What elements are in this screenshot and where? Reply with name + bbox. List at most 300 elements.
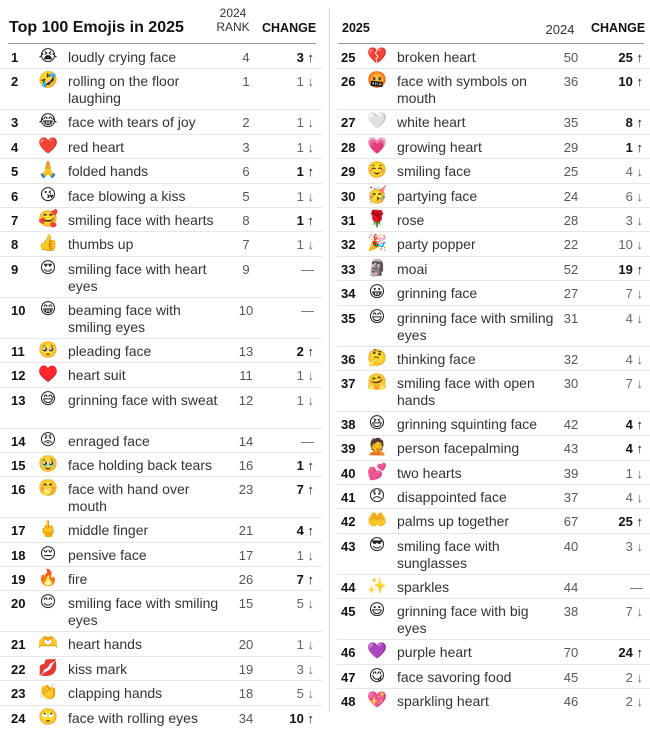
change-value <box>268 548 314 563</box>
rank-2024: 15 <box>238 596 254 612</box>
emoji-icon: 🙄 <box>38 708 58 726</box>
emoji-name: partying face <box>397 187 478 204</box>
change-value <box>597 580 643 595</box>
rank-2024: 45 <box>563 669 579 685</box>
emoji-row <box>0 110 322 134</box>
change-value <box>268 523 314 538</box>
rank-2025: 41 <box>341 490 356 506</box>
emoji-row <box>337 159 650 183</box>
emoji-icon: 💗 <box>367 137 387 155</box>
change-amount: 4 <box>296 523 304 539</box>
emoji-name: fire <box>68 571 88 588</box>
change-value <box>597 352 643 367</box>
emoji-row <box>337 110 650 134</box>
emoji-icon: 🎉 <box>367 235 387 253</box>
emoji-name: face with rolling eyes <box>68 709 198 726</box>
emoji-name: pensive face <box>68 546 147 563</box>
emoji-row <box>0 339 322 363</box>
emoji-name: face savoring food <box>397 668 512 685</box>
change-value <box>597 189 643 204</box>
emoji-icon: 😂 <box>38 113 58 131</box>
change-value <box>597 417 643 432</box>
rank-2024: 16 <box>238 457 254 473</box>
emoji-icon: 😍 <box>39 259 57 277</box>
rank-2024: 17 <box>238 547 254 563</box>
arrow-down-icon: ↓ <box>632 669 643 685</box>
change-amount: 3 <box>296 50 304 65</box>
emoji-row <box>0 232 322 256</box>
arrow-up-icon: ↑ <box>303 523 314 539</box>
rank-2024: 70 <box>563 645 579 661</box>
rank-2024: 38 <box>563 604 579 620</box>
change-header: CHANGE <box>262 21 317 35</box>
emoji-icon: 🥺 <box>38 341 58 359</box>
arrow-up-icon: ↑ <box>303 482 314 498</box>
emoji-name: grinning face with big eyes <box>397 603 529 637</box>
rank-2025: 29 <box>341 164 356 180</box>
emoji-icon: 🫶 <box>38 635 58 653</box>
change-amount: 7 <box>625 375 633 391</box>
arrow-up-icon: ↑ <box>632 50 643 65</box>
arrow-down-icon: ↓ <box>303 74 314 90</box>
rank-2025: 9 <box>11 261 19 277</box>
change-amount: 2 <box>625 694 633 710</box>
rank-2024: 32 <box>563 351 579 367</box>
rank-2025: 42 <box>341 514 356 530</box>
change-value <box>597 376 643 391</box>
rank-2025: 8 <box>11 237 19 253</box>
emoji-row <box>0 429 322 453</box>
change-value <box>268 164 314 179</box>
change-value <box>597 50 643 65</box>
rank-2025: 44 <box>341 579 356 595</box>
emoji-row <box>0 543 322 567</box>
rank-2024: 44 <box>563 579 579 595</box>
rank-2025: 23 <box>11 686 26 702</box>
emoji-row <box>0 69 322 110</box>
arrow-down-icon: ↓ <box>632 212 643 228</box>
arrow-down-icon: ↓ <box>303 237 314 253</box>
change-amount: 10 <box>618 74 633 90</box>
arrow-down-icon: ↓ <box>303 547 314 563</box>
emoji-icon: 😡 <box>39 431 57 449</box>
change-value <box>268 189 314 204</box>
emoji-name: grinning face with smiling eyes <box>397 309 554 343</box>
change-amount: 3 <box>296 661 304 677</box>
rank-2025: 6 <box>11 188 19 204</box>
emoji-name: sparkling heart <box>397 693 489 710</box>
emoji-icon: 👏 <box>38 684 58 702</box>
change-value <box>597 466 643 481</box>
rank-2024-header <box>211 6 255 34</box>
emoji-name: smiling face with smiling eyes <box>68 595 219 629</box>
rank-2025: 47 <box>341 669 356 685</box>
emoji-name: heart hands <box>68 636 142 653</box>
rank-2025: 26 <box>341 74 356 90</box>
emoji-row <box>337 208 650 232</box>
rank-2024: 27 <box>563 286 579 302</box>
emoji-name: red heart <box>68 138 125 155</box>
emoji-row <box>337 412 650 436</box>
rank-2024: 1 <box>242 74 250 90</box>
change-value <box>268 140 314 155</box>
emoji-name: pleading face <box>68 342 152 359</box>
arrow-down-icon: ↓ <box>632 310 643 326</box>
change-amount: 2 <box>625 669 633 685</box>
emoji-name: face holding back tears <box>68 456 212 473</box>
emoji-name: smiling face with heart eyes <box>68 260 207 294</box>
emoji-name: thinking face <box>397 350 476 367</box>
emoji-icon: 😊 <box>39 594 57 612</box>
arrow-down-icon: ↓ <box>632 164 643 180</box>
rank-header-year: 2024 <box>219 6 247 20</box>
emoji-name: sparkles <box>397 578 450 595</box>
rank-2024: 7 <box>242 237 250 253</box>
arrow-up-icon: ↑ <box>303 457 314 473</box>
rank-2024: 8 <box>242 212 250 228</box>
change-amount: — <box>301 302 314 318</box>
arrow-down-icon: ↓ <box>632 237 643 253</box>
arrow-up-icon: ↑ <box>632 416 643 432</box>
change-amount: 7 <box>625 604 633 620</box>
arrow-down-icon: ↓ <box>632 188 643 204</box>
change-amount: 1 <box>296 74 304 90</box>
change-amount: 3 <box>625 538 633 554</box>
emoji-row <box>337 45 650 69</box>
change-value <box>268 74 314 89</box>
emoji-row <box>337 689 650 712</box>
change-header: CHANGE <box>591 21 646 35</box>
change-amount: 7 <box>625 286 633 302</box>
rank-2025: 22 <box>11 661 26 677</box>
emoji-name: enraged face <box>68 432 150 449</box>
emoji-icon: ☺️ <box>367 162 387 180</box>
emoji-name: two hearts <box>397 464 462 481</box>
rank-2024: 9 <box>242 261 250 277</box>
emoji-icon: 😭 <box>38 48 58 65</box>
rank-2025: 46 <box>341 645 356 661</box>
emoji-icon: 🔥 <box>38 570 58 588</box>
arrow-down-icon: ↓ <box>632 375 643 391</box>
emoji-icon: 😎 <box>368 536 386 554</box>
change-value <box>597 237 643 252</box>
change-amount: 1 <box>296 237 304 253</box>
emoji-name: purple heart <box>397 644 472 661</box>
emoji-name: broken heart <box>397 49 476 65</box>
rank-2025: 1 <box>11 50 19 65</box>
change-value <box>268 711 314 726</box>
change-value <box>597 694 643 709</box>
emoji-row <box>0 208 322 232</box>
change-amount: 1 <box>296 115 304 131</box>
rank-2024: 46 <box>563 694 579 710</box>
rank-2025: 48 <box>341 694 356 710</box>
change-value <box>597 490 643 505</box>
rank-2024: 39 <box>563 465 579 481</box>
emoji-row <box>0 632 322 656</box>
emoji-row <box>0 135 322 159</box>
emoji-row <box>337 665 650 689</box>
arrow-down-icon: ↓ <box>303 368 314 384</box>
emoji-row <box>337 371 650 412</box>
rank-2025: 39 <box>341 441 356 457</box>
rank-2024: 28 <box>563 212 579 228</box>
rank-2024: 12 <box>238 392 254 408</box>
rank-2024: 31 <box>563 310 579 326</box>
rank-2024: 11 <box>239 368 253 384</box>
change-amount: 25 <box>618 50 633 65</box>
emoji-icon: 😀 <box>368 284 386 302</box>
change-amount: 1 <box>296 547 304 563</box>
change-amount: 1 <box>625 139 633 155</box>
rank-2024: 10 <box>238 302 254 318</box>
emoji-row <box>337 599 650 640</box>
emoji-name: clapping hands <box>68 685 163 702</box>
change-amount: 24 <box>618 645 633 661</box>
rank-2024: 52 <box>563 261 579 277</box>
emoji-row <box>0 184 322 208</box>
emoji-icon: 😄 <box>368 308 386 326</box>
emoji-icon: 😅 <box>39 390 57 408</box>
emoji-name: middle finger <box>68 522 149 539</box>
change-amount: 1 <box>296 392 304 408</box>
emoji-row <box>0 681 322 705</box>
emoji-icon: 😘 <box>39 186 57 204</box>
arrow-up-icon: ↑ <box>303 343 314 359</box>
change-amount: 1 <box>296 368 304 384</box>
emoji-row <box>0 657 322 681</box>
rank-2025: 4 <box>11 139 19 155</box>
rank-2024: 6 <box>242 164 250 180</box>
emoji-row <box>337 485 650 509</box>
emoji-icon: 🗿 <box>367 259 387 277</box>
emoji-icon: 💕 <box>367 463 387 481</box>
rank-2025: 3 <box>11 115 19 131</box>
emoji-name: face with symbols on mouth <box>397 73 527 107</box>
change-value <box>597 262 643 277</box>
change-amount: 4 <box>625 416 633 432</box>
rank-2024: 19 <box>238 661 254 677</box>
emoji-name: heart suit <box>68 367 126 384</box>
rank-2024: 25 <box>563 164 579 180</box>
rank-2025: 2 <box>11 74 19 90</box>
arrow-down-icon: ↓ <box>632 465 643 481</box>
emoji-icon: 🤦 <box>367 439 387 457</box>
emoji-name: loudly crying face <box>68 49 177 65</box>
arrow-down-icon: ↓ <box>303 188 314 204</box>
emoji-icon: 🙏 <box>38 162 58 180</box>
emoji-row <box>0 591 322 632</box>
rank-2024: 20 <box>238 637 254 653</box>
rank-2024: 35 <box>563 115 579 131</box>
change-value <box>268 213 314 228</box>
change-amount: 4 <box>625 441 633 457</box>
change-value <box>597 115 643 130</box>
rank-2024: 26 <box>238 572 254 588</box>
emoji-row <box>0 518 322 542</box>
change-amount: 4 <box>625 490 633 506</box>
rank-header-label: RANK <box>216 20 250 34</box>
emoji-row <box>337 306 650 347</box>
change-value <box>597 539 643 554</box>
change-amount: 25 <box>618 514 633 530</box>
arrow-down-icon: ↓ <box>632 490 643 506</box>
emoji-row <box>337 461 650 485</box>
arrow-up-icon: ↑ <box>632 645 643 661</box>
emoji-name: face with hand over mouth <box>68 481 190 515</box>
emoji-icon: 🤭 <box>38 480 58 498</box>
rank-2025: 40 <box>341 465 356 481</box>
rank-2025: 12 <box>11 368 26 384</box>
rank-2024: 18 <box>238 686 254 702</box>
change-amount: 3 <box>625 212 633 228</box>
emoji-row <box>337 232 650 256</box>
arrow-down-icon: ↓ <box>303 661 314 677</box>
change-amount: 10 <box>289 710 304 726</box>
change-value <box>268 458 314 473</box>
emoji-name: rose <box>397 211 425 228</box>
change-amount: 2 <box>296 343 304 359</box>
change-value <box>268 303 314 318</box>
emoji-icon: 😃 <box>368 602 386 620</box>
rank-2024: 36 <box>563 74 579 90</box>
emoji-icon: 🖕 <box>38 521 58 539</box>
change-amount: 7 <box>296 482 304 498</box>
arrow-down-icon: ↓ <box>632 286 643 302</box>
emoji-name: growing heart <box>397 138 482 155</box>
change-value <box>597 286 643 301</box>
emoji-name: grinning squinting face <box>397 415 538 432</box>
change-value <box>268 482 314 497</box>
emoji-icon: 😆 <box>368 414 386 432</box>
change-value <box>597 311 643 326</box>
emoji-icon: 🤬 <box>367 72 387 90</box>
change-amount: 1 <box>296 637 304 653</box>
emoji-row <box>337 347 650 371</box>
emoji-icon: 🤗 <box>367 373 387 391</box>
page-title: Top 100 Emojis in 2025 <box>9 19 184 36</box>
rank-2025: 32 <box>341 237 356 253</box>
rank-2024: 2 <box>242 115 250 131</box>
rank-2024: 13 <box>238 343 254 359</box>
rank-2025: 16 <box>11 482 26 498</box>
emoji-name: thumbs up <box>68 236 134 253</box>
arrow-up-icon: ↑ <box>303 572 314 588</box>
emoji-name: person facepalming <box>397 440 520 457</box>
emoji-icon: 😞 <box>368 488 386 506</box>
arrow-down-icon: ↓ <box>303 115 314 131</box>
change-amount: 5 <box>296 686 304 702</box>
emoji-icon: 🌹 <box>367 210 387 228</box>
change-value <box>597 140 643 155</box>
emoji-name: face blowing a kiss <box>68 187 186 204</box>
rank-2025: 45 <box>341 604 356 620</box>
rank-2025: 33 <box>341 261 356 277</box>
change-amount: 7 <box>296 572 304 588</box>
rank-2025: 13 <box>11 392 26 408</box>
rank-2025: 43 <box>341 538 356 554</box>
rank-2025: 19 <box>11 572 26 588</box>
change-amount: 1 <box>625 465 633 481</box>
emoji-icon: 🤔 <box>367 349 387 367</box>
rank-2025: 7 <box>11 212 19 228</box>
rank-2025: 17 <box>11 523 26 539</box>
arrow-up-icon: ↑ <box>303 50 314 65</box>
emoji-name: grinning face <box>397 285 478 302</box>
rank-2025: 24 <box>11 710 26 726</box>
emoji-icon: ❤️ <box>38 137 58 155</box>
change-amount: 1 <box>296 139 304 155</box>
year-2025-header: 2025 <box>342 21 370 35</box>
change-value <box>268 596 314 611</box>
emoji-row <box>337 436 650 460</box>
emoji-icon: 🥰 <box>38 210 58 228</box>
emoji-name: folded hands <box>68 163 149 180</box>
emoji-row <box>0 45 322 69</box>
arrow-up-icon: ↑ <box>632 441 643 457</box>
rank-2025: 34 <box>341 286 356 302</box>
rank-2025: 10 <box>11 302 26 318</box>
arrow-up-icon: ↑ <box>303 710 314 726</box>
emoji-row <box>337 257 650 281</box>
arrow-down-icon: ↓ <box>632 351 643 367</box>
rank-2025: 38 <box>341 416 356 432</box>
change-amount: 1 <box>296 457 304 473</box>
change-amount: 10 <box>618 237 633 253</box>
emoji-name: smiling face with sunglasses <box>397 537 500 571</box>
emoji-row <box>337 69 650 110</box>
arrow-up-icon: ↑ <box>632 74 643 90</box>
emoji-icon: ✨ <box>367 577 387 595</box>
emoji-row <box>0 567 322 591</box>
rank-2024: 14 <box>238 433 254 449</box>
arrow-down-icon: ↓ <box>303 392 314 408</box>
rank-2024: 37 <box>563 490 579 506</box>
emoji-icon: 💔 <box>367 48 387 65</box>
rank-2025: 37 <box>341 375 356 391</box>
emoji-icon: 💋 <box>38 659 58 677</box>
change-value <box>597 514 643 529</box>
rank-2025: 20 <box>11 596 26 612</box>
rank-2025: 15 <box>11 457 26 473</box>
change-value <box>597 604 643 619</box>
change-amount: 19 <box>618 261 633 277</box>
emoji-icon: 💖 <box>367 692 387 710</box>
emoji-row <box>0 363 322 387</box>
arrow-up-icon: ↑ <box>632 514 643 530</box>
emoji-icon: 😔 <box>39 545 57 563</box>
change-value <box>268 637 314 652</box>
emoji-row <box>337 575 650 599</box>
arrow-up-icon: ↑ <box>303 212 314 228</box>
emoji-icon: 🥳 <box>367 186 387 204</box>
emoji-row <box>0 257 322 298</box>
rank-2025: 30 <box>341 188 356 204</box>
emoji-row <box>0 298 322 339</box>
emoji-row <box>337 135 650 159</box>
rank-2024: 34 <box>238 710 254 726</box>
emoji-row <box>337 281 650 305</box>
emoji-row <box>0 388 322 429</box>
arrow-up-icon: ↑ <box>632 139 643 155</box>
emoji-name: kiss mark <box>68 660 128 677</box>
arrow-up-icon: ↑ <box>303 164 314 180</box>
change-value <box>268 686 314 701</box>
change-value <box>268 572 314 587</box>
emoji-name: grinning face with sweat <box>68 391 218 408</box>
rank-2025: 5 <box>11 164 19 180</box>
change-amount: 1 <box>296 164 304 180</box>
